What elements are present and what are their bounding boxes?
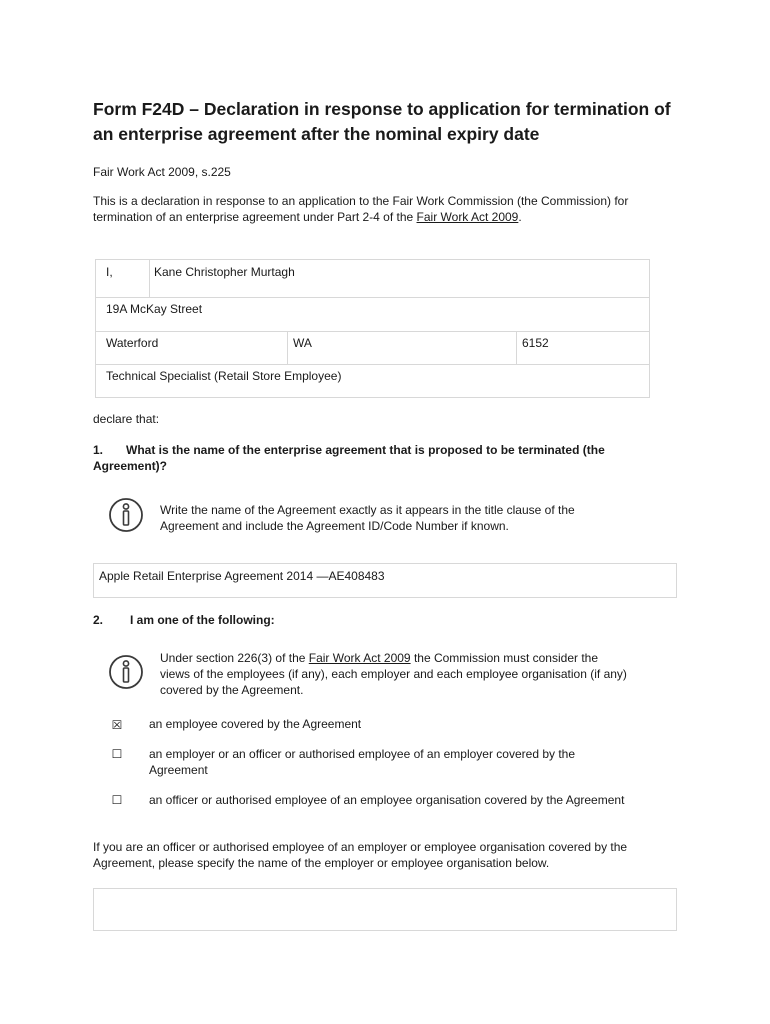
declarant-details-table	[95, 259, 650, 398]
option-label: an officer or authorised employee of an employee organisation covered by the Agreement	[149, 793, 625, 807]
fair-work-act-link[interactable]: Fair Work Act 2009	[416, 210, 519, 224]
agreement-name-value: Apple Retail Enterprise Agreement 2014 —AE408483	[99, 569, 385, 583]
question-2-info-text: Under section 226(3) of the	[160, 651, 306, 665]
declarant-prefix: I,	[106, 265, 113, 279]
postcode-field[interactable]: 6152	[522, 336, 549, 350]
option-label: an employee covered by the Agreement	[149, 717, 362, 731]
info-icon	[108, 497, 144, 533]
agreement-name-field[interactable]	[93, 563, 677, 598]
employer-checkbox[interactable]: ☐	[111, 747, 123, 761]
question-1-info: Write the name of the Agreement exactly as it appears in the title clause of the Agreement and include the Agreement ID/Code Number if known.	[160, 503, 575, 533]
intro-paragraph	[93, 193, 653, 225]
act-reference: Fair Work Act 2009, s.225	[93, 165, 231, 179]
employee-checkbox[interactable]: ☒	[111, 718, 123, 732]
organisation-name-field[interactable]	[93, 888, 677, 931]
question-2-info-text-end: the Commission must consider the views of the employees (if any), each employer and each employee organisation (if any) covered by the Agreement.	[160, 651, 627, 697]
question-1	[93, 442, 638, 474]
followup-instruction: If you are an officer or authorised employee of an employer or employee organisation covered by the Agreement, please specify the name of the employer or employee organisation below.	[93, 840, 628, 870]
option-label: an employer or an officer or authorised employee of an employer covered by the Agreement	[149, 747, 576, 777]
question-1-number: 1.	[93, 443, 104, 457]
info-icon	[108, 654, 144, 690]
declarant-name-field[interactable]: Kane Christopher Murtagh	[154, 265, 295, 279]
suburb-field[interactable]: Waterford	[106, 336, 159, 350]
state-field[interactable]: WA	[293, 336, 312, 350]
declare-that-label: declare that:	[93, 412, 160, 426]
question-2-text: I am one of the following:	[130, 613, 275, 627]
page-title: Form F24D – Declaration in response to application for termination of an enterprise agreement after the nominal expiry date	[93, 99, 671, 144]
question-2	[93, 612, 638, 628]
intro-text: This is a declaration in response to an application to the Fair Work Commission (the Commission) for termination of an enterprise agreement under Part 2-4 of the	[93, 194, 629, 224]
question-2-number: 2.	[93, 613, 104, 627]
intro-text-end: .	[518, 210, 522, 224]
occupation-field[interactable]: Technical Specialist (Retail Store Employee)	[106, 369, 342, 383]
question-1-text: What is the name of the enterprise agreement that is proposed to be terminated (the Agreement)?	[93, 443, 605, 473]
organisation-checkbox[interactable]: ☐	[111, 793, 123, 807]
question-2-info	[160, 650, 630, 698]
street-address-field[interactable]: 19A McKay Street	[106, 302, 203, 316]
fair-work-act-link[interactable]: Fair Work Act 2009	[308, 651, 411, 665]
